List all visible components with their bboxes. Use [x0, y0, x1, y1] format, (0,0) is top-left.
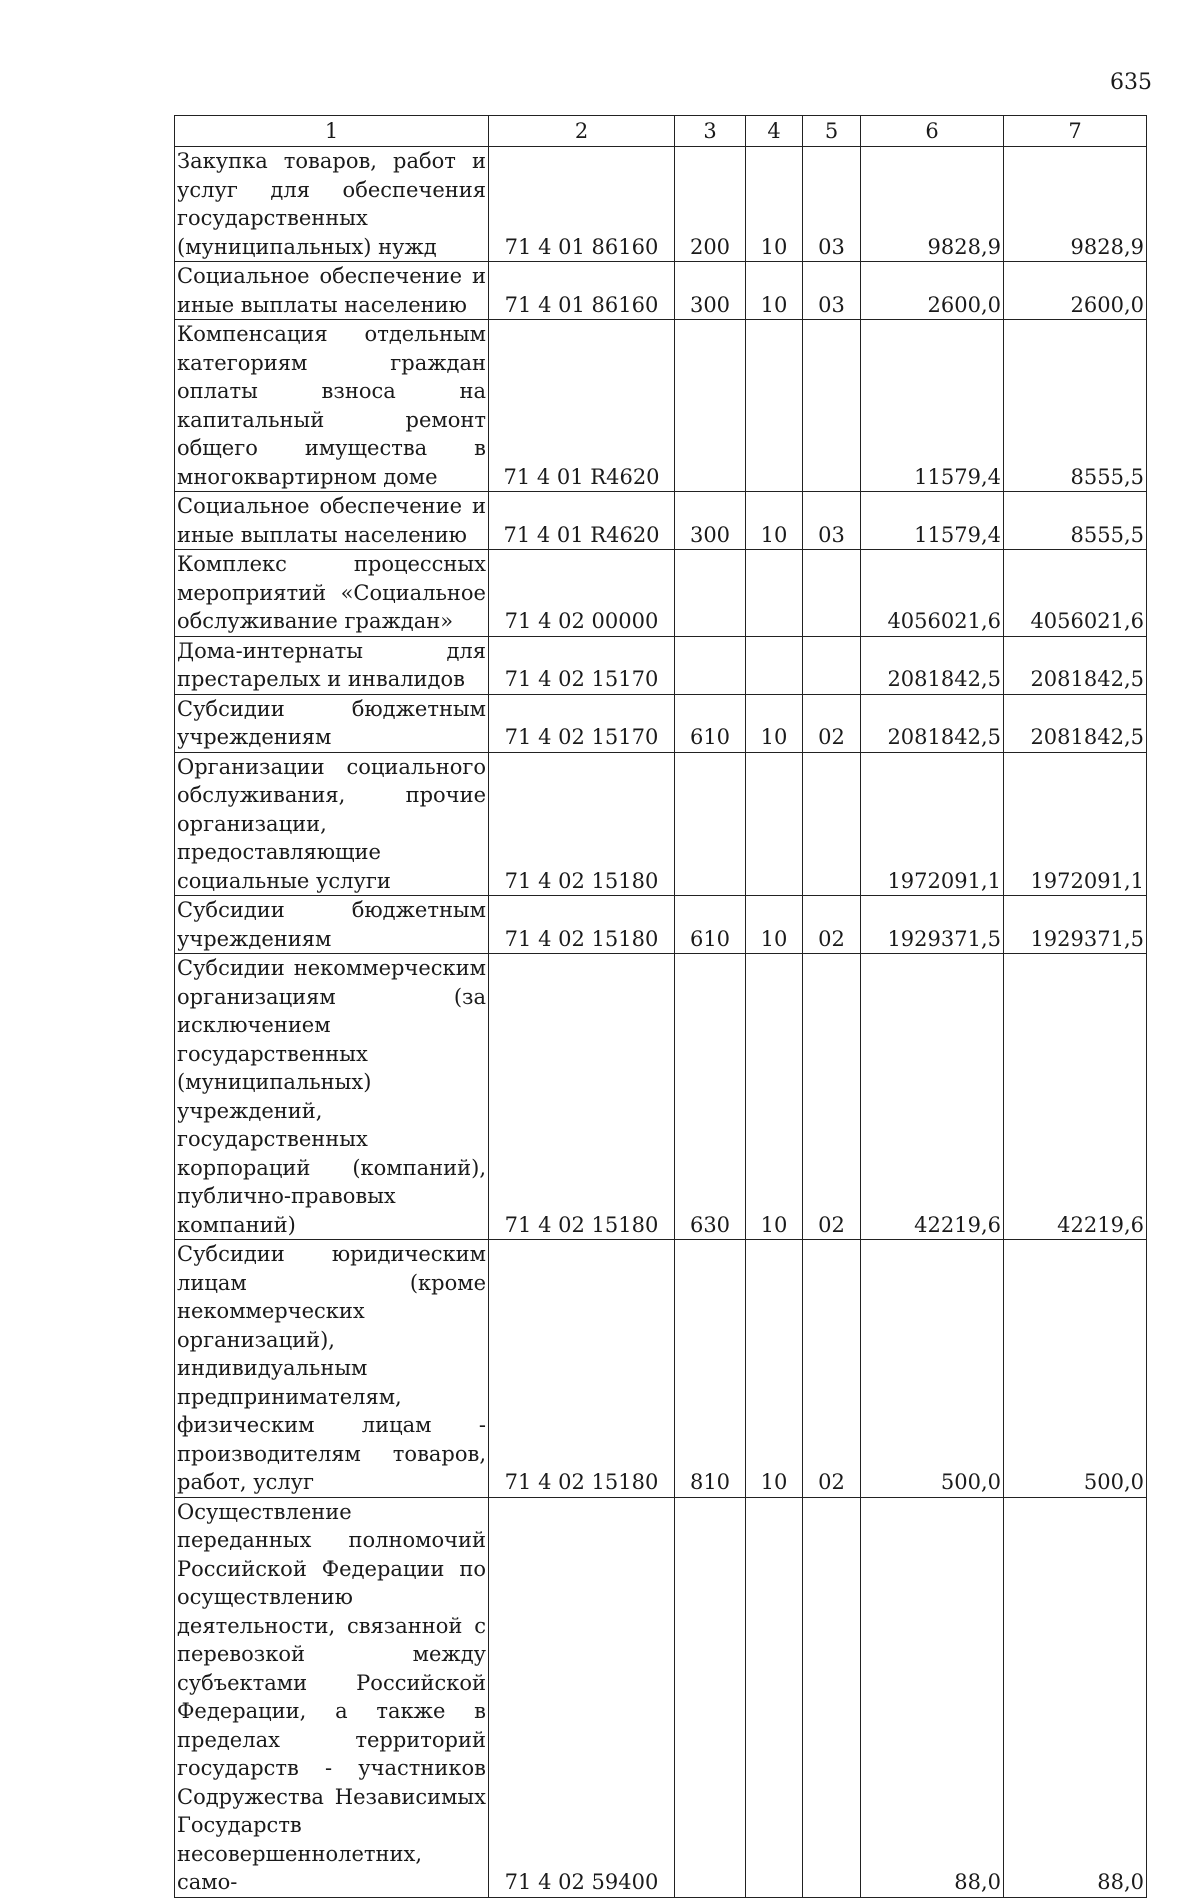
row-rz: [746, 636, 803, 694]
row-code: 71 4 01 R4620: [489, 320, 675, 492]
row-vr: [675, 550, 746, 637]
row-sum-col7: 1972091,1: [1004, 752, 1147, 896]
row-vr: 300: [675, 492, 746, 550]
table-row: [175, 636, 1147, 694]
row-code: 71 4 02 15180: [489, 954, 675, 1240]
row-sum-col6: 11579,4: [861, 320, 1004, 492]
row-name: Субсидии некоммерческим организациям (за исключением государственных (муниципальных) учреждений, государственных корпораций (компаний), публично-правовых компаний): [175, 954, 489, 1240]
row-pr: 02: [803, 896, 861, 954]
table-body: [175, 147, 1147, 1898]
table-row: [175, 896, 1147, 954]
row-name: Осуществление переданных полномочий Российской Федерации по осуществлению деятельности, связанной с перевозкой между субъектами Российской Федерации, а также в пределах территорий государств - участников Содружества Независимых Государств несовершеннолетних, само-: [175, 1497, 489, 1897]
table-row: [175, 752, 1147, 896]
row-rz: 10: [746, 492, 803, 550]
row-sum-col7: 500,0: [1004, 1240, 1147, 1498]
column-header: 6: [861, 116, 1004, 147]
row-name: Закупка товаров, работ и услуг для обеспечения государственных (муниципальных) нужд: [175, 147, 489, 262]
table-row: [175, 1240, 1147, 1498]
row-name: Социальное обеспечение и иные выплаты населению: [175, 262, 489, 320]
table-row: [175, 147, 1147, 262]
row-rz: 10: [746, 954, 803, 1240]
row-code: 71 4 02 15180: [489, 896, 675, 954]
row-vr: 610: [675, 694, 746, 752]
row-sum-col6: 1929371,5: [861, 896, 1004, 954]
row-sum-col6: 88,0: [861, 1497, 1004, 1897]
row-name: Субсидии бюджетным учреждениям: [175, 896, 489, 954]
row-sum-col6: 11579,4: [861, 492, 1004, 550]
row-vr: [675, 752, 746, 896]
row-pr: [803, 1497, 861, 1897]
row-vr: [675, 1497, 746, 1897]
row-pr: 03: [803, 262, 861, 320]
row-pr: 03: [803, 147, 861, 262]
row-name: Комплекс процессных мероприятий «Социальное обслуживание граждан»: [175, 550, 489, 637]
row-rz: [746, 752, 803, 896]
row-code: 71 4 02 15180: [489, 752, 675, 896]
row-pr: [803, 636, 861, 694]
row-vr: [675, 320, 746, 492]
row-sum-col7: 9828,9: [1004, 147, 1147, 262]
column-header: 2: [489, 116, 675, 147]
table-row: [175, 550, 1147, 637]
row-pr: [803, 550, 861, 637]
row-name: Компенсация отдельным категориям граждан оплаты взноса на капитальный ремонт общего имущества в многоквартирном доме: [175, 320, 489, 492]
row-rz: 10: [746, 1240, 803, 1498]
row-rz: 10: [746, 262, 803, 320]
row-pr: 02: [803, 1240, 861, 1498]
row-pr: [803, 752, 861, 896]
header-row: [175, 116, 1147, 147]
table-row: [175, 262, 1147, 320]
row-rz: 10: [746, 896, 803, 954]
row-pr: [803, 320, 861, 492]
row-vr: 300: [675, 262, 746, 320]
row-code: 71 4 02 15170: [489, 694, 675, 752]
row-sum-col7: 1929371,5: [1004, 896, 1147, 954]
table-row: [175, 1497, 1147, 1897]
row-sum-col7: 42219,6: [1004, 954, 1147, 1240]
column-header: 3: [675, 116, 746, 147]
row-rz: 10: [746, 694, 803, 752]
row-sum-col6: 42219,6: [861, 954, 1004, 1240]
row-vr: 810: [675, 1240, 746, 1498]
row-code: 71 4 02 59400: [489, 1497, 675, 1897]
row-vr: 610: [675, 896, 746, 954]
column-header: 7: [1004, 116, 1147, 147]
row-vr: 630: [675, 954, 746, 1240]
column-header: 1: [175, 116, 489, 147]
row-vr: 200: [675, 147, 746, 262]
row-name: Дома-интернаты для престарелых и инвалидов: [175, 636, 489, 694]
row-code: 71 4 01 R4620: [489, 492, 675, 550]
row-sum-col6: 1972091,1: [861, 752, 1004, 896]
table-row: [175, 954, 1147, 1240]
row-sum-col7: 2081842,5: [1004, 636, 1147, 694]
row-sum-col6: 2081842,5: [861, 694, 1004, 752]
row-rz: [746, 550, 803, 637]
row-sum-col7: 8555,5: [1004, 320, 1147, 492]
row-sum-col7: 88,0: [1004, 1497, 1147, 1897]
table-row: [175, 694, 1147, 752]
row-sum-col7: 2600,0: [1004, 262, 1147, 320]
row-name: Субсидии юридическим лицам (кроме некоммерческих организаций), индивидуальным предпринимателям, физическим лицам - производителям товаров, работ, услуг: [175, 1240, 489, 1498]
row-code: 71 4 02 00000: [489, 550, 675, 637]
row-pr: 02: [803, 954, 861, 1240]
row-rz: 10: [746, 147, 803, 262]
table-row: [175, 492, 1147, 550]
row-name: Субсидии бюджетным учреждениям: [175, 694, 489, 752]
row-sum-col6: 500,0: [861, 1240, 1004, 1498]
table-header: [175, 116, 1147, 147]
row-sum-col6: 2081842,5: [861, 636, 1004, 694]
row-name: Организации социального обслуживания, прочие организации, предоставляющие социальные услуги: [175, 752, 489, 896]
row-rz: [746, 1497, 803, 1897]
row-sum-col7: 2081842,5: [1004, 694, 1147, 752]
row-vr: [675, 636, 746, 694]
row-sum-col6: 2600,0: [861, 262, 1004, 320]
row-code: 71 4 01 86160: [489, 147, 675, 262]
budget-table: [174, 115, 1147, 1898]
column-header: 4: [746, 116, 803, 147]
row-name: Социальное обеспечение и иные выплаты населению: [175, 492, 489, 550]
row-code: 71 4 01 86160: [489, 262, 675, 320]
page-number: 635: [1110, 70, 1152, 95]
row-sum-col6: 4056021,6: [861, 550, 1004, 637]
row-sum-col7: 8555,5: [1004, 492, 1147, 550]
row-rz: [746, 320, 803, 492]
table-row: [175, 320, 1147, 492]
column-header: 5: [803, 116, 861, 147]
row-sum-col7: 4056021,6: [1004, 550, 1147, 637]
row-pr: 02: [803, 694, 861, 752]
row-code: 71 4 02 15170: [489, 636, 675, 694]
row-code: 71 4 02 15180: [489, 1240, 675, 1498]
row-sum-col6: 9828,9: [861, 147, 1004, 262]
row-pr: 03: [803, 492, 861, 550]
